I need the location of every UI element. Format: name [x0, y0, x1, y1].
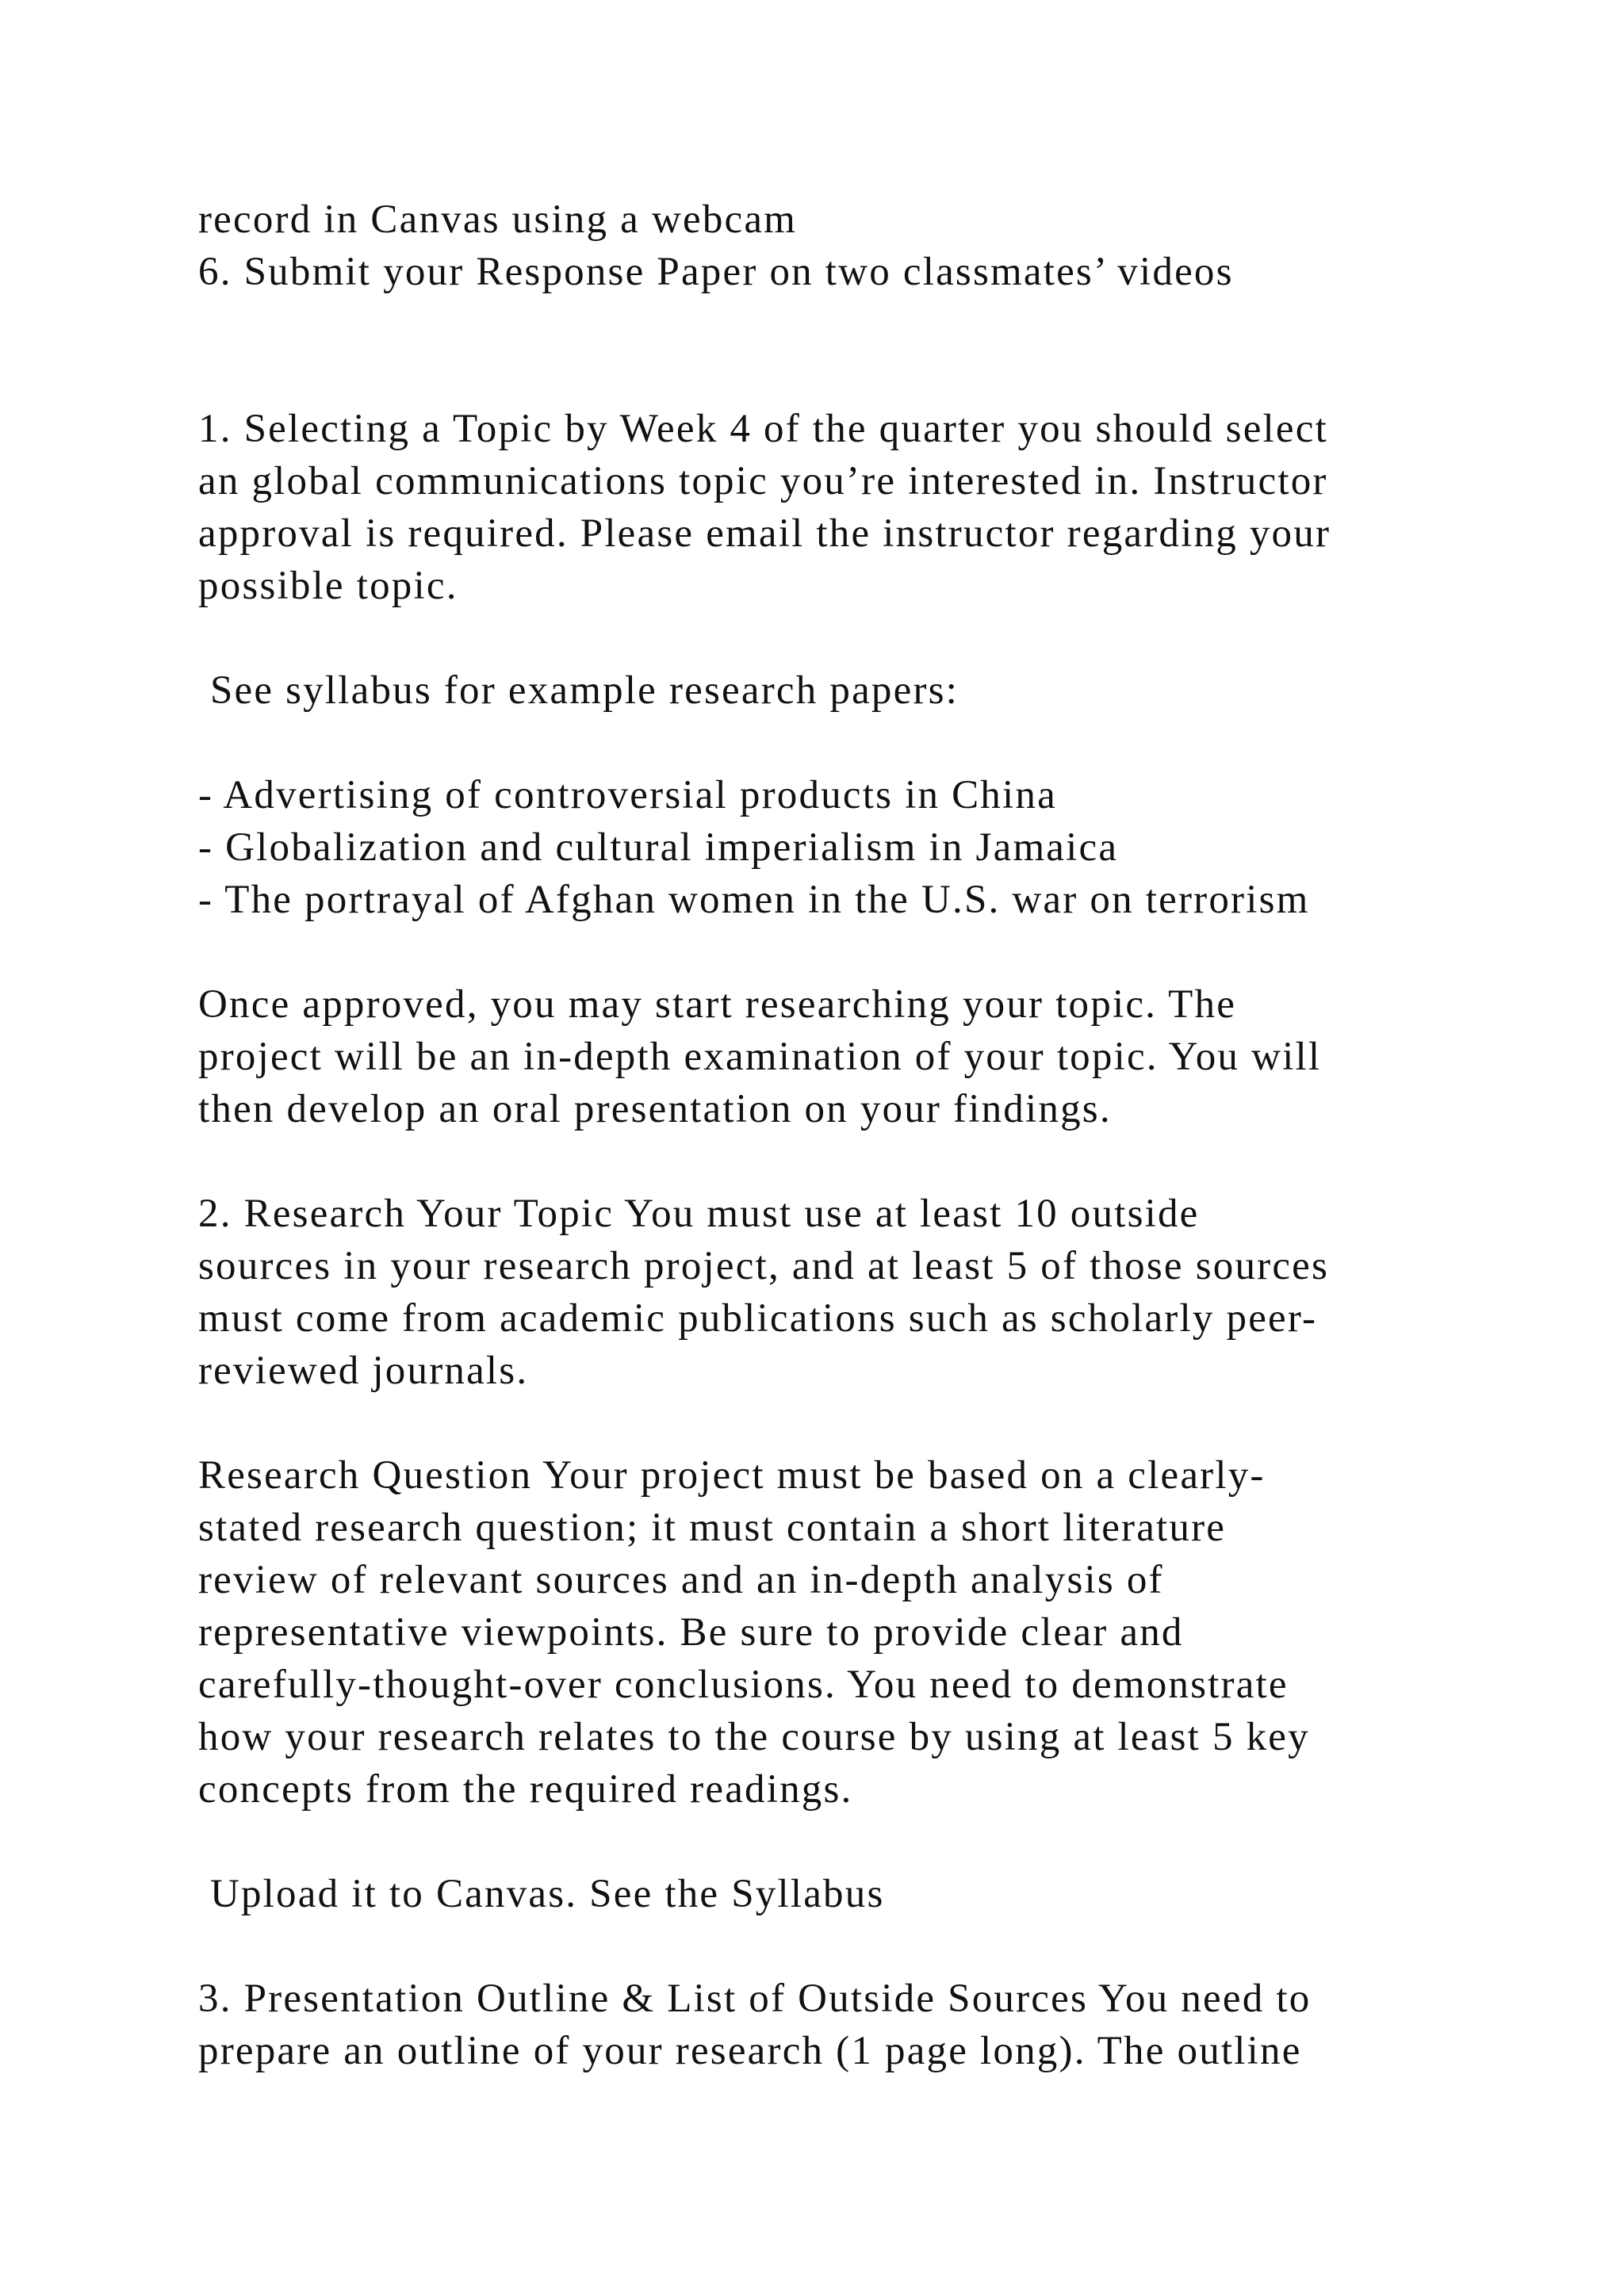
text-line: prepare an outline of your research (1 page long). The outline [198, 2029, 1302, 2073]
text-line: must come from academic publications such as scholarly peer- [198, 1296, 1318, 1341]
text-line: - Advertising of controversial products in China [198, 773, 1057, 817]
text-line: then develop an oral presentation on your findings. [198, 1087, 1112, 1131]
text-line: sources in your research project, and at least 5 of those sources [198, 1244, 1330, 1288]
text-line: 2. Research Your Topic You must use at least 10 outside [198, 1192, 1200, 1236]
text-line [198, 1397, 1530, 1449]
text-line: approval is required. Please email the instructor regarding your [198, 511, 1331, 556]
text-line: project will be an in-depth examination of your topic. You will [198, 1035, 1322, 1079]
text-line [198, 1816, 1530, 1868]
text-line [198, 298, 1530, 350]
text-line: 1. Selecting a Topic by Week 4 of the quarter you should select [198, 407, 1328, 451]
text-line [198, 1920, 1530, 1973]
text-line [198, 350, 1530, 403]
text-line [198, 717, 1530, 769]
text-line: reviewed journals. [198, 1349, 529, 1393]
text-line: 6. Submit your Response Paper on two classmates’ videos [198, 250, 1234, 294]
text-line: Upload it to Canvas. See the Syllabus [198, 1872, 885, 1916]
text-line: possible topic. [198, 564, 458, 608]
text-line: stated research question; it must contain a short literature [198, 1506, 1227, 1550]
text-line: - Globalization and cultural imperialism in Jamaica [198, 825, 1119, 870]
text-line: review of relevant sources and an in-depth analysis of [198, 1558, 1164, 1602]
text-line: Research Question Your project must be based on a clearly- [198, 1453, 1266, 1498]
text-line: representative viewpoints. Be sure to provide clear and [198, 1610, 1184, 1655]
document-body [198, 193, 1530, 2077]
text-line: concepts from the required readings. [198, 1767, 853, 1812]
text-line [198, 926, 1530, 978]
text-line: Once approved, you may start researching your topic. The [198, 982, 1237, 1027]
text-line: an global communications topic you’re interested in. Instructor [198, 459, 1328, 503]
text-line: how your research relates to the course by using at least 5 key [198, 1715, 1310, 1759]
text-line: carefully-thought-over conclusions. You need to demonstrate [198, 1663, 1289, 1707]
text-line [198, 612, 1530, 664]
text-line: - The portrayal of Afghan women in the U.S. war on terrorism [198, 878, 1310, 922]
text-line: 3. Presentation Outline & List of Outside Sources You need to [198, 1976, 1312, 2021]
text-line [198, 1135, 1530, 1188]
text-line: See syllabus for example research papers: [198, 668, 959, 713]
text-line: record in Canvas using a webcam [198, 197, 798, 242]
